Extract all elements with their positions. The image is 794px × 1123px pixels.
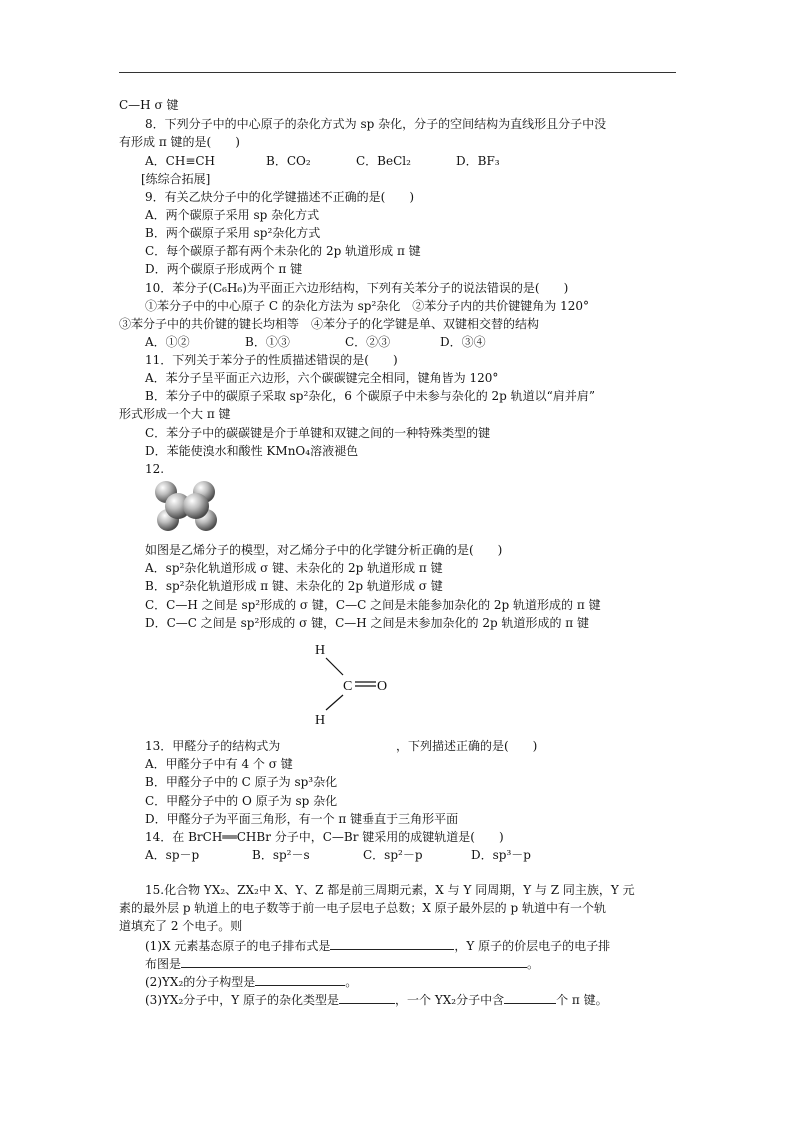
part-1-text: (1)X 元素基态原子的电子排布式是 — [145, 939, 331, 953]
answer-blank-orbital-diagram[interactable] — [181, 955, 527, 968]
question-9-c: C．每个碳原子都有两个未杂化的 2p 轨道形成 π 键 — [145, 244, 421, 258]
answer-blank-hybridization[interactable] — [339, 991, 395, 1004]
question-15-part-3 — [145, 991, 608, 1008]
question-12-d: D．C—C 之间是 sp²形成的 σ 键，C—H 之间是未参加杂化的 2p 轨道形成的 π 键 — [145, 616, 590, 630]
question-15: 15.化合物 YX₂、ZX₂中 X、Y、Z 都是前三周期元素，X 与 Y 同周期，Y 与 Z 同主族，Y 元 — [145, 883, 635, 897]
part-3-end: 个 π 键。 — [556, 993, 608, 1007]
question-11: 11．下列关于苯分子的性质描述错误的是( ) — [145, 353, 398, 367]
part-3-text-2: ，一个 YX₂分子中含 — [395, 993, 505, 1007]
option-c: C．sp²－p — [363, 848, 423, 862]
answer-blank-electron-config[interactable] — [330, 937, 454, 950]
part-3-text: (3)YX₂分子中，Y 原子的杂化类型是 — [145, 993, 340, 1007]
question-15-cont-2: 道填充了 2 个电子。则 — [119, 919, 243, 933]
question-15-cont-1: 素的最外层 p 轨道上的电子数等于前一电子层电子总数；X 原子最外层的 p 轨道中有一个轨 — [119, 901, 606, 915]
question-10-stmt-2: ③苯分子中的共价键的键长均相等 ④苯分子的化学键是单、双键相交替的结构 — [119, 317, 540, 331]
formaldehyde-structural-formula — [300, 638, 400, 730]
option-a: A．CH≡CH — [145, 154, 216, 168]
option-d: D．BF₃ — [456, 154, 500, 168]
option-a: A．sp－p — [145, 848, 200, 862]
question-11-a: A．苯分子呈平面正六边形，六个碳碳键完全相同，键角皆为 120° — [145, 371, 499, 385]
question-9-a: A．两个碳原子采用 sp 杂化方式 — [145, 208, 320, 222]
part-2-end: 。 — [345, 975, 358, 989]
question-15-part-1 — [145, 937, 610, 954]
question-9-b: B．两个碳原子采用 sp²杂化方式 — [145, 226, 321, 240]
question-12-c: C．C—H 之间是 sp²形成的 σ 键，C—C 之间是未能参加杂化的 2p 轨道形成的 π 键 — [145, 598, 601, 612]
option-d: D．③④ — [440, 335, 486, 349]
answer-blank-molecular-shape[interactable] — [255, 973, 345, 986]
question-14: 14．在 BrCH══CHBr 分子中，C—Br 键采用的成键轨道是( ) — [145, 830, 504, 844]
option-b: B．CO₂ — [266, 154, 311, 168]
question-8-cont: 有形成 π 键的是( ) — [119, 135, 240, 149]
question-13-c: C．甲醛分子中的 O 原子为 sp 杂化 — [145, 794, 338, 808]
part-2-text: (2)YX₂的分子构型是 — [145, 975, 256, 989]
question-8: 8．下列分子中的中心原子的杂化方式为 sp 杂化，分子的空间结构为直线形且分子中没 — [145, 117, 607, 131]
question-13-a: A．甲醛分子中有 4 个 σ 键 — [145, 757, 293, 771]
formula-c: C — [343, 679, 353, 694]
formula-h-bottom: H — [315, 713, 326, 728]
ethylene-model-image — [152, 478, 226, 538]
question-9: 9．有关乙炔分子中的化学键描述不正确的是( ) — [145, 190, 414, 204]
question-12: 如图是乙烯分子的模型，对乙烯分子中的化学键分析正确的是( ) — [145, 543, 503, 557]
question-13: 13．甲醛分子的结构式为 — [145, 739, 281, 753]
question-13-d: D．甲醛分子为平面三角形，有一个 π 键垂直于三角形平面 — [145, 812, 459, 826]
option-a: A．①② — [145, 335, 190, 349]
header-rule — [119, 72, 676, 73]
question-12-a: A．sp²杂化轨道形成 σ 键、未杂化的 2p 轨道形成 π 键 — [145, 561, 443, 575]
part-1-end: 。 — [527, 957, 540, 971]
question-11-c: C．苯分子中的碳碳键是介于单键和双键之间的一种特殊类型的键 — [145, 426, 491, 440]
question-9-d: D．两个碳原子形成两个 π 键 — [145, 262, 303, 276]
formula-h-top: H — [315, 643, 326, 658]
question-15-part-1-cont — [145, 955, 539, 972]
line-ch-sigma: C—H σ 键 — [119, 98, 179, 112]
question-13-tail: ，下列描述正确的是( ) — [396, 739, 538, 753]
question-11-d: D．苯能使溴水和酸性 KMnO₄溶液褪色 — [145, 444, 359, 458]
section-heading: [练综合拓展] — [141, 172, 211, 186]
question-10-stmt-1: ①苯分子中的中心原子 C 的杂化方法为 sp²杂化 ②苯分子内的共价键键角为 120° — [145, 299, 589, 313]
question-11-b: B．苯分子中的碳原子采取 sp²杂化，6 个碳原子中未参与杂化的 2p 轨道以“肩并肩” — [145, 389, 595, 403]
option-b: B．sp²－s — [252, 848, 310, 862]
option-c: C．BeCl₂ — [356, 154, 411, 168]
option-b: B．①③ — [245, 335, 290, 349]
question-15-part-2 — [145, 973, 357, 990]
question-12-number: 12. — [145, 462, 165, 476]
question-12-b: B．sp²杂化轨道形成 π 键、未杂化的 2p 轨道形成 σ 键 — [145, 579, 443, 593]
part-1-text-3: 布图是 — [145, 957, 182, 971]
answer-blank-pi-count[interactable] — [504, 991, 556, 1004]
option-c: C．②③ — [345, 335, 391, 349]
part-1-text-2: ，Y 原子的价层电子的电子排 — [454, 939, 611, 953]
carbon-atom — [183, 493, 209, 519]
question-13-b: B．甲醛分子中的 C 原子为 sp³杂化 — [145, 775, 338, 789]
formula-o: O — [377, 679, 388, 694]
question-11-b-cont: 形式形成一个大 π 键 — [119, 407, 231, 421]
question-10: 10．苯分子(C₆H₆)为平面正六边形结构，下列有关苯分子的说法错误的是( ) — [145, 281, 569, 295]
option-d: D．sp³－p — [471, 848, 531, 862]
